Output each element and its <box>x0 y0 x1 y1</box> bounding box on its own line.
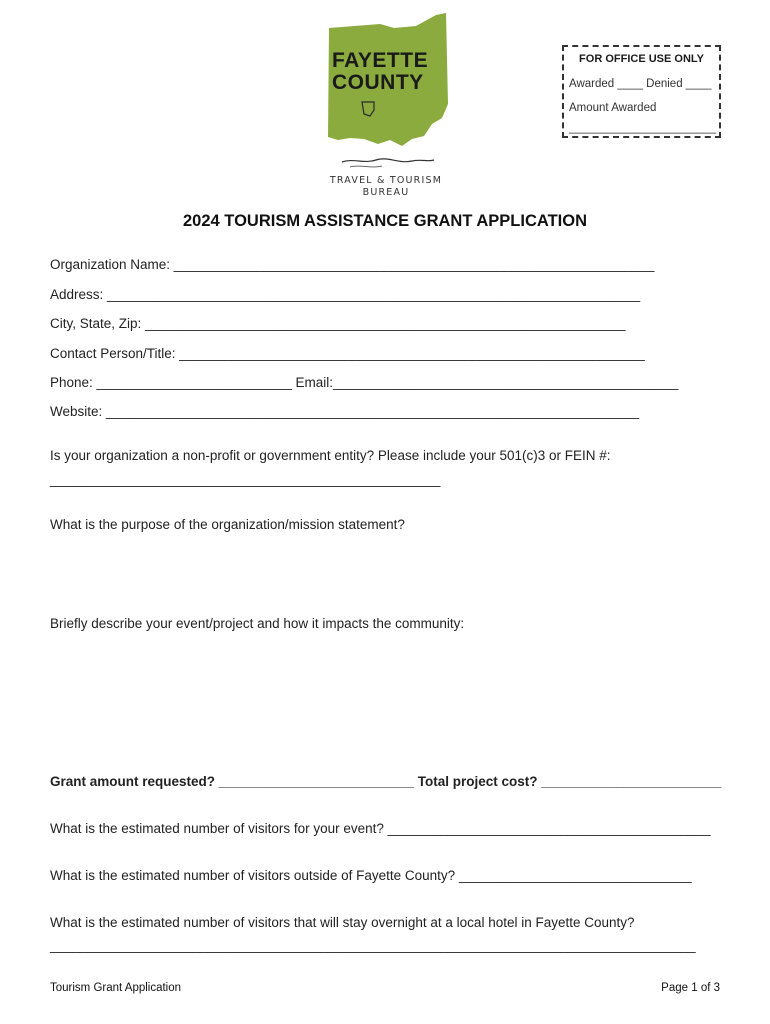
logo-tagline-bureau: BUREAU <box>362 187 410 198</box>
visitors-question-field[interactable]: What is the estimated number of visitors for your event? ___________________________________________ <box>50 821 711 836</box>
office-use-box <box>562 45 721 138</box>
amount-awarded-field[interactable]: _______________________ <box>569 122 717 134</box>
phone-email-field[interactable]: Phone: __________________________ Email:______________________________________________ <box>50 375 679 390</box>
visitors-overnight-answer-field[interactable]: ______________________________________________________________________________________ <box>50 938 696 953</box>
logo-word-county: COUNTY <box>332 71 424 94</box>
logo-tagline: TRAVEL & TOURISM <box>329 175 443 186</box>
visitors-overnight-question: What is the estimated number of visitors that will stay overnight at a local hotel in Fayette County? <box>50 915 635 930</box>
nonprofit-question: Is your organization a non-profit or government entity? Please include your 501(c)3 or FEIN #: <box>50 448 611 463</box>
mission-question: What is the purpose of the organization/mission statement? <box>50 517 405 532</box>
website-field[interactable]: Website: _______________________________________________________________________ <box>50 404 640 419</box>
contact-person-field[interactable]: Contact Person/Title: ______________________________________________________________ <box>50 346 645 361</box>
nonprofit-answer-field[interactable]: ____________________________________________________ <box>50 472 441 487</box>
address-field[interactable]: Address: _______________________________________________________________________ <box>50 287 641 302</box>
amount-awarded-label: Amount Awarded <box>569 102 657 114</box>
grant-amount-field[interactable]: Grant amount requested? __________________________ Total project cost? ________________________ <box>50 774 722 789</box>
ohio-state-shape-icon <box>320 12 452 198</box>
logo-word-fayette: FAYETTE <box>332 49 429 72</box>
awarded-denied-field[interactable]: Awarded ____ Denied ____ <box>569 78 712 90</box>
visitors-outside-question-field[interactable]: What is the estimated number of visitors outside of Fayette County? _______________________________ <box>50 868 692 883</box>
footer-page-number: Page 1 of 3 <box>661 982 720 994</box>
form-title: 2024 TOURISM ASSISTANCE GRANT APPLICATION <box>183 212 587 230</box>
office-use-title: FOR OFFICE USE ONLY <box>579 53 704 65</box>
footer-document-name: Tourism Grant Application <box>50 982 182 994</box>
fayette-county-logo <box>320 12 452 198</box>
organization-name-field[interactable]: Organization Name: ________________________________________________________________ <box>50 257 655 272</box>
city-state-zip-field[interactable]: City, State, Zip: ________________________________________________________________ <box>50 316 626 331</box>
describe-question: Briefly describe your event/project and how it impacts the community: <box>50 616 465 631</box>
